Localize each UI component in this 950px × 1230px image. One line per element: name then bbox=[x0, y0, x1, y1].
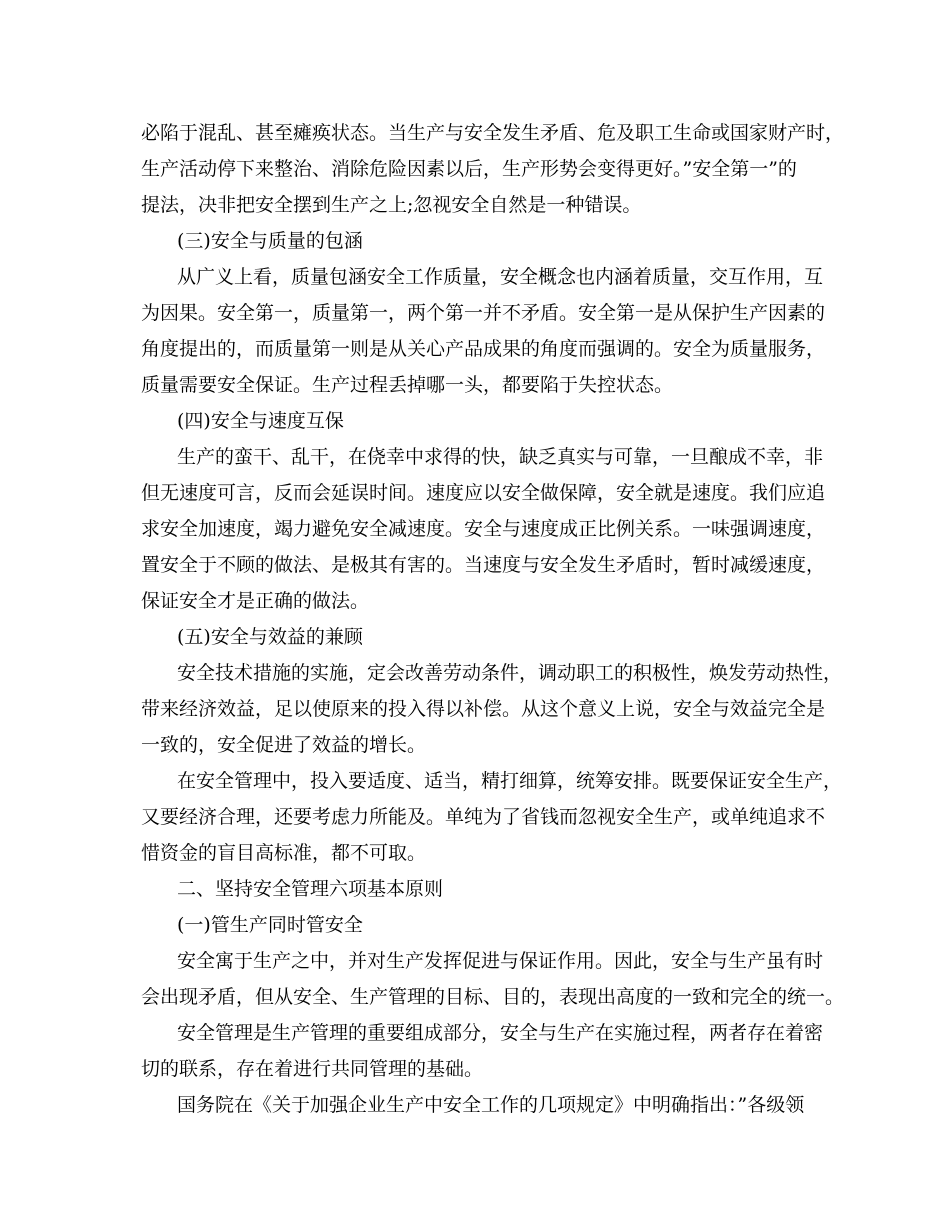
text-line: 会出现矛盾，但从安全、生产管理的目标、目的，表现出高度的一致和完全的统一。 bbox=[141, 986, 845, 1008]
text-line: 国务院在《关于加强企业生产中安全工作的几项规定》中明确指出：”各级领 bbox=[177, 1094, 805, 1116]
text-line: 质量需要安全保证。生产过程丢掉哪一头，都要陷于失控状态。 bbox=[141, 374, 674, 396]
text-line: 惜资金的盲目高标准，都不可取。 bbox=[141, 842, 427, 864]
text-line: 求安全加速度，竭力避免安全减速度。安全与速度成正比例关系。一味强调速度， bbox=[141, 518, 826, 540]
text-line: 一致的，安全促进了效益的增长。 bbox=[141, 734, 427, 756]
text-line: 安全寓于生产之中，并对生产发挥促进与保证作用。因此，安全与生产虽有时 bbox=[177, 950, 824, 972]
text-line: 安全管理是生产管理的重要组成部分，安全与生产在实施过程，两者存在着密 bbox=[177, 1022, 824, 1044]
text-line: 带来经济效益，足以使原来的投入得以补偿。从这个意义上说，安全与效益完全是 bbox=[141, 698, 826, 720]
section-heading: (三)安全与质量的包涵 bbox=[177, 230, 363, 252]
text-line: 生产的蛮干、乱干，在侥幸中求得的快，缺乏真实与可靠，一旦酿成不幸，非 bbox=[177, 446, 824, 468]
text-line: 生产活动停下来整治、消除危险因素以后，生产形势会变得更好。”安全第一”的 bbox=[141, 158, 797, 180]
text-line: 必陷于混乱、甚至瘫痪状态。当生产与安全发生矛盾、危及职工生命或国家财产时， bbox=[141, 122, 845, 144]
text-line: 从广义上看，质量包涵安全工作质量，安全概念也内涵着质量，交互作用，互 bbox=[177, 266, 824, 288]
text-line: 在安全管理中，投入要适度、适当，精打细算，统筹安排。既要保证安全生产， bbox=[177, 770, 843, 792]
section-heading: (一)管生产同时管安全 bbox=[177, 914, 363, 936]
section-heading: (五)安全与效益的兼顾 bbox=[177, 626, 363, 648]
section-heading: (四)安全与速度互保 bbox=[177, 410, 344, 432]
text-line: 安全技术措施的实施，定会改善劳动条件，调动职工的积极性，焕发劳动热性， bbox=[177, 662, 843, 684]
text-line: 角度提出的，而质量第一则是从关心产品成果的角度而强调的。安全为质量服务， bbox=[141, 338, 826, 360]
text-line: 切的联系，存在着进行共同管理的基础。 bbox=[141, 1058, 484, 1080]
text-line: 又要经济合理，还要考虑力所能及。单纯为了省钱而忽视安全生产，或单纯追求不 bbox=[141, 806, 826, 828]
text-line: 但无速度可言，反而会延误时间。速度应以安全做保障，安全就是速度。我们应追 bbox=[141, 482, 826, 504]
text-line: 置安全于不顾的做法、是极其有害的。当速度与安全发生矛盾时，暂时减缓速度， bbox=[141, 554, 826, 576]
text-line: 提法，决非把安全摆到生产之上;忽视安全自然是一种错误。 bbox=[141, 194, 642, 216]
text-line: 保证安全才是正确的做法。 bbox=[141, 590, 370, 612]
text-line: 为因果。安全第一，质量第一，两个第一并不矛盾。安全第一是从保护生产因素的 bbox=[141, 302, 826, 324]
section-heading: 二、坚持安全管理六项基本原则 bbox=[177, 878, 444, 900]
